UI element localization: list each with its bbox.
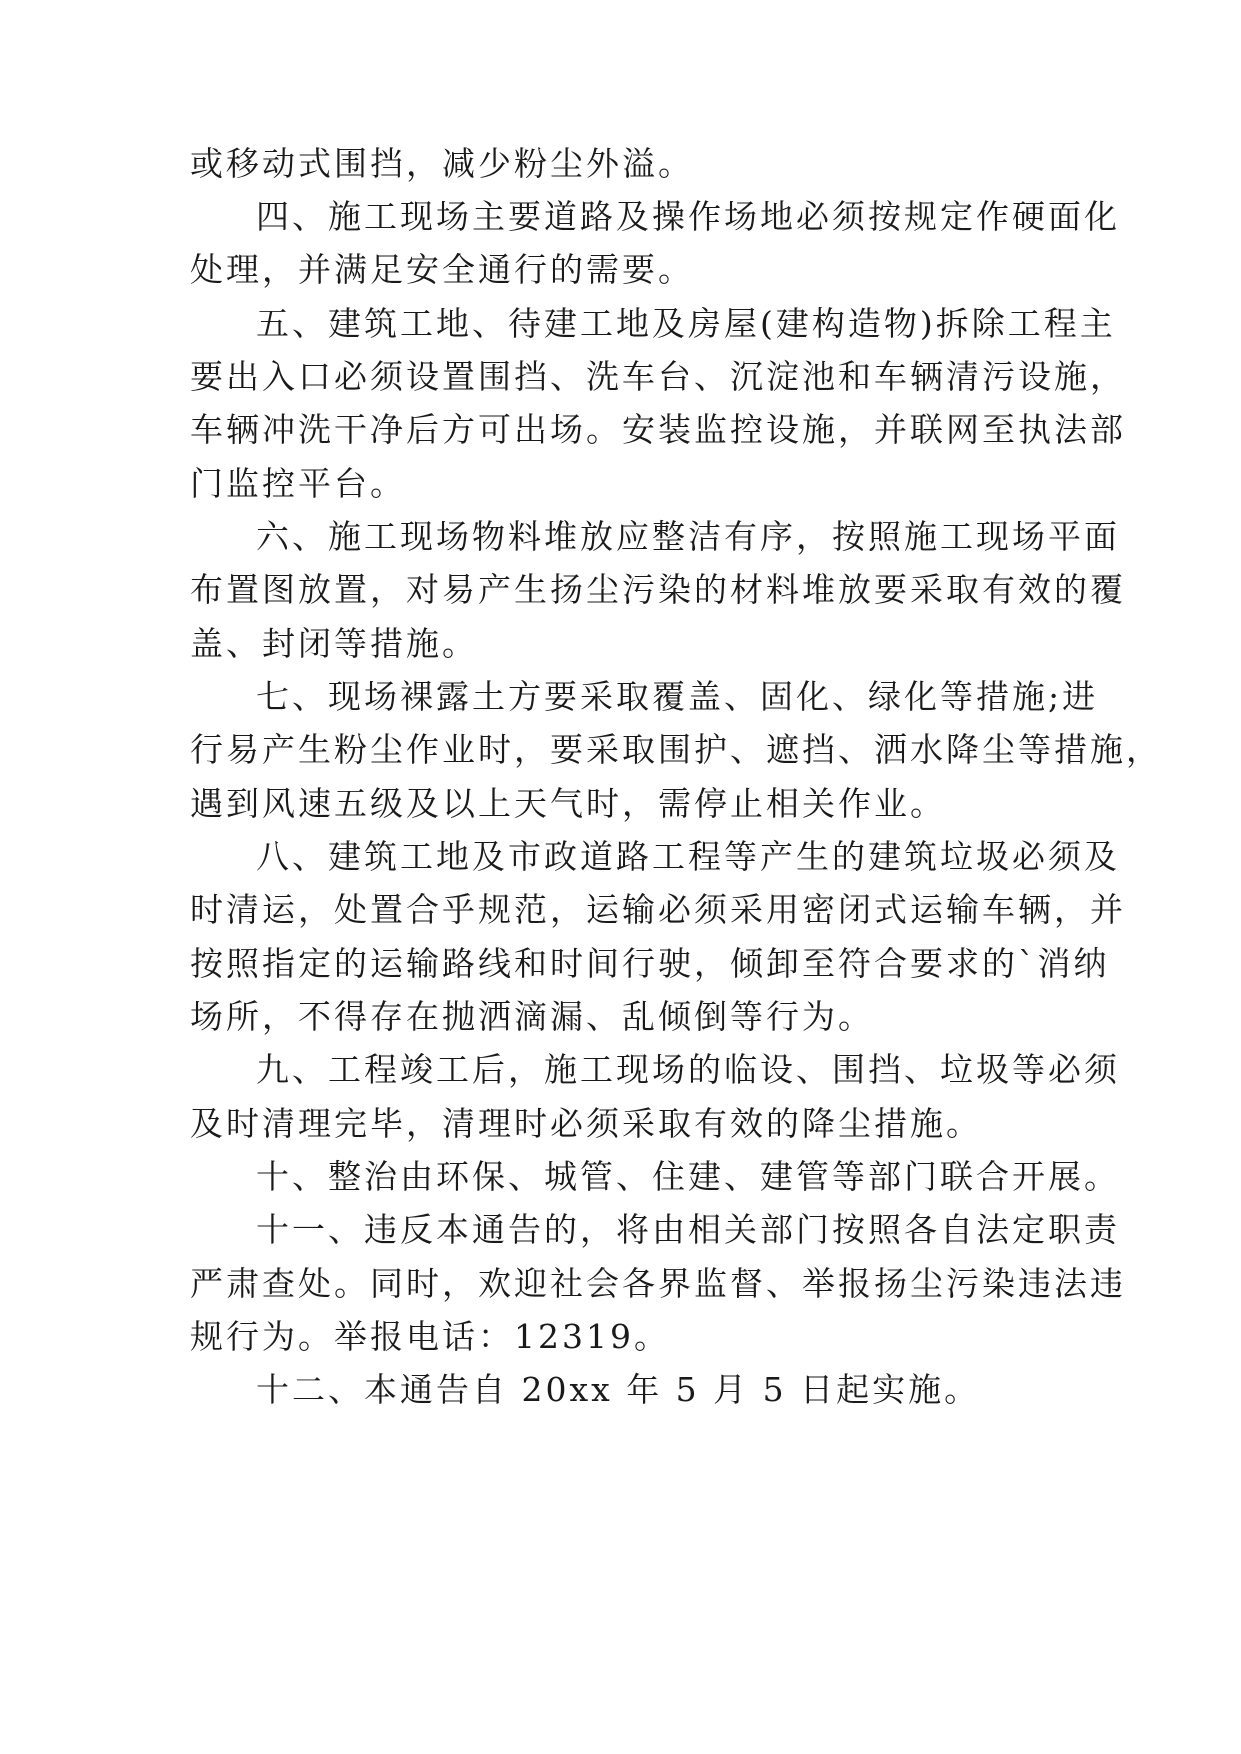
paragraph-line: 及时清理完毕，清理时必须采取有效的降尘措施。 <box>190 1104 982 1143</box>
paragraph-line: 十一、违反本通告的，将由相关部门按照各自法定职责 <box>256 1210 1120 1249</box>
paragraph-line: 按照指定的运输路线和时间行驶，倾卸至符合要求的`消纳 <box>190 944 1110 983</box>
paragraph-line: 车辆冲洗干净后方可出场。安装监控设施，并联网至执法部 <box>190 410 1126 449</box>
paragraph-line: 六、施工现场物料堆放应整洁有序，按照施工现场平面 <box>256 517 1120 556</box>
paragraph-line: 九、工程竣工后，施工现场的临设、围挡、垃圾等必须 <box>256 1050 1120 1089</box>
paragraph-line: 七、现场裸露土方要采取覆盖、固化、绿化等措施;进 <box>256 677 1099 716</box>
paragraph-line: 场所，不得存在抛洒滴漏、乱倾倒等行为。 <box>190 997 874 1036</box>
paragraph-line: 处理，并满足安全通行的需要。 <box>190 250 694 289</box>
paragraph-line: 布置图放置，对易产生扬尘污染的材料堆放要采取有效的覆 <box>190 570 1126 609</box>
paragraph-line: 或移动式围挡，减少粉尘外溢。 <box>190 144 694 183</box>
paragraph-line: 盖、封闭等措施。 <box>190 624 478 663</box>
paragraph-line: 五、建筑工地、待建工地及房屋(建构造物)拆除工程主 <box>256 304 1116 343</box>
paragraph-line: 要出入口必须设置围挡、洗车台、沉淀池和车辆清污设施， <box>190 357 1126 396</box>
paragraph-line: 严肃查处。同时，欢迎社会各界监督、举报扬尘污染违法违 <box>190 1264 1126 1303</box>
paragraph-line: 门监控平台。 <box>190 464 406 503</box>
paragraph-line: 时清运，处置合乎规范，运输必须采用密闭式运输车辆，并 <box>190 890 1126 929</box>
paragraph-line: 十二、本通告自 20xx 年 5 月 5 日起实施。 <box>256 1370 981 1409</box>
paragraph-line: 八、建筑工地及市政道路工程等产生的建筑垃圾必须及 <box>256 837 1120 876</box>
paragraph-line: 行易产生粉尘作业时，要采取围护、遮挡、洒水降尘等措施， <box>190 730 1162 769</box>
paragraph-line: 四、施工现场主要道路及操作场地必须按规定作硬面化 <box>256 197 1120 236</box>
paragraph-line: 遇到风速五级及以上天气时，需停止相关作业。 <box>190 784 946 823</box>
paragraph-line: 十、整治由环保、城管、住建、建管等部门联合开展。 <box>256 1157 1120 1196</box>
paragraph-line: 规行为。举报电话：12319。 <box>190 1317 670 1356</box>
